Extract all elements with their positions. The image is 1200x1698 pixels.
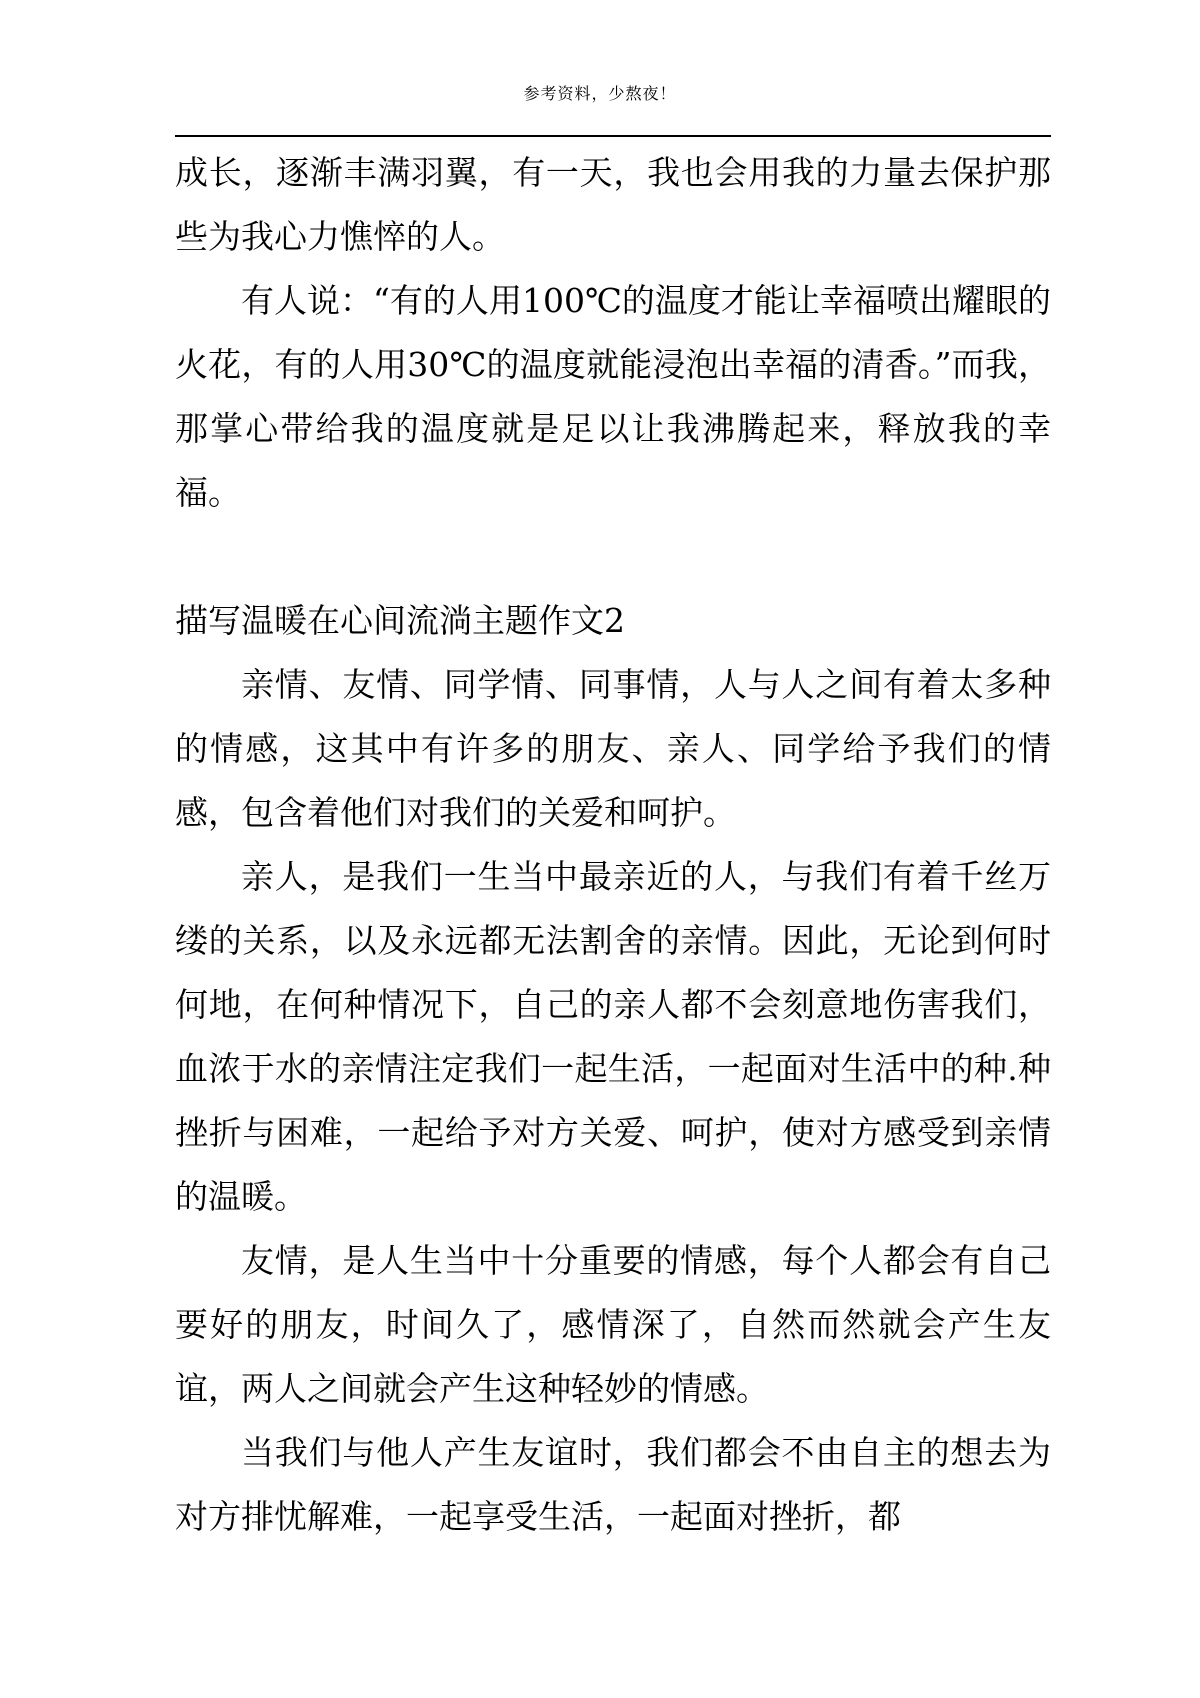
paragraph-intro: 亲情、友情、同学情、同事情，人与人之间有着太多种的情感，这其中有许多的朋友、亲人、同学给予我们的情感，包含着他们对我们的关爱和呵护。 bbox=[175, 665, 1051, 832]
paragraph-friendship: 友情，是人生当中十分重要的情感，每个人都会有自己要好的朋友，时间久了，感情深了，自然而然就会产生友谊，两人之间就会产生这种轻妙的情感。 bbox=[175, 1241, 1051, 1408]
paragraph-quote: 有人说：“有的人用100℃的温度才能让幸福喷出耀眼的火花，有的人用30℃的温度就能浸泡出幸福的清香。”而我，那掌心带给我的温度就是足以让我沸腾起来，释放我的幸福。 bbox=[175, 281, 1051, 512]
paragraph-family: 亲人，是我们一生当中最亲近的人，与我们有着千丝万缕的关系，以及永远都无法割舍的亲情。因此，无论到何时何地，在何种情况下，自己的亲人都不会刻意地伤害我们，血浓于水的亲情注定我们一起生活，一起面对生活中的种.种挫折与困难，一起给予对方关爱、呵护，使对方感受到亲情的温暖。 bbox=[175, 857, 1051, 1216]
paragraph-friendship-continued: 当我们与他人产生友谊时，我们都会不由自主的想去为对方排忧解难，一起享受生活，一起面对挫折，都 bbox=[175, 1433, 1051, 1536]
page-header: 参考资料，少熬夜！ bbox=[523, 84, 677, 103]
header-divider bbox=[175, 135, 1051, 137]
paragraph-continuation: 成长，逐渐丰满羽翼，有一天，我也会用我的力量去保护那些为我心力憔悴的人。 bbox=[175, 153, 1051, 256]
paragraph-spacer bbox=[175, 525, 1051, 589]
section-heading: 描写温暖在心间流淌主题作文2 bbox=[175, 601, 625, 640]
article-body bbox=[175, 141, 1051, 1549]
